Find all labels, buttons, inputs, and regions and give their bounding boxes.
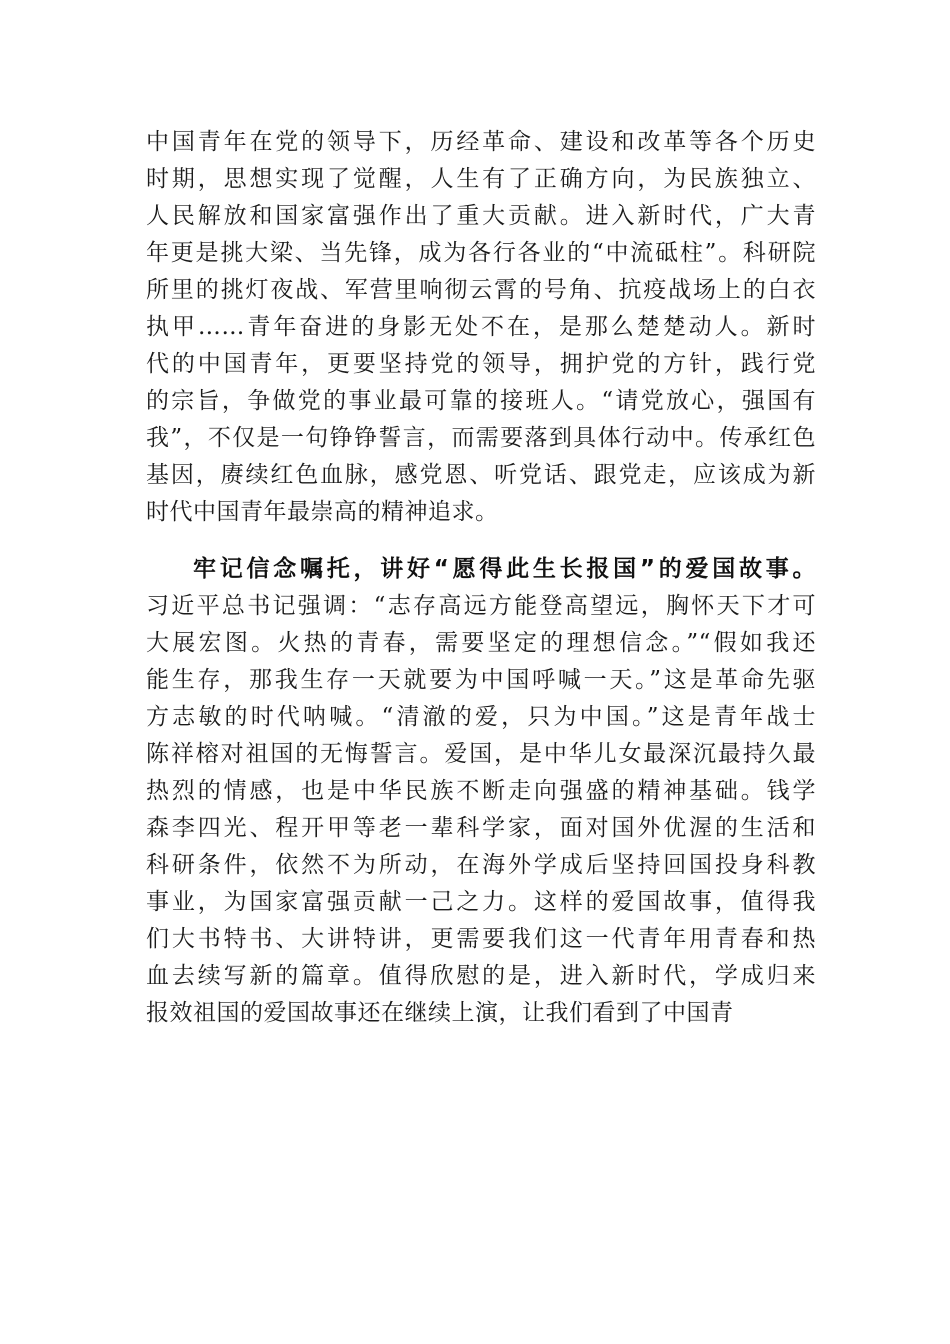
paragraph-2-line: 陈祥榕对祖国的无悔誓言。爱国，是中华儿女最深沉最持久最 xyxy=(146,741,816,767)
paragraph-2-line: 们大书特书、大讲特讲，更需要我们这一代青年用青春和热 xyxy=(146,926,816,952)
paragraph-1-line: 人民解放和国家富强作出了重大贡献。进入新时代，广大青 xyxy=(146,203,816,229)
paragraph-2-line: 能生存，那我生存一天就要为中国呼喊一天。”这是革命先驱 xyxy=(146,667,816,693)
paragraph-2-line: 大展宏图。火热的青春，需要坚定的理想信念。”“假如我还 xyxy=(146,630,816,656)
paragraph-2-line: 血去续写新的篇章。值得欣慰的是，进入新时代，学成归来 xyxy=(146,963,816,989)
paragraph-2-line: 森李四光、程开甲等老一辈科学家，面对国外优渥的生活和 xyxy=(146,815,816,841)
paragraph-2-line: 事业，为国家富强贡献一己之力。这样的爱国故事，值得我 xyxy=(146,889,816,915)
section-heading: 牢记信念嘱托，讲好“愿得此生长报国”的爱国故事。 xyxy=(193,556,816,582)
paragraph-2-line: 方志敏的时代呐喊。“清澈的爱，只为中国。”这是青年战士 xyxy=(146,704,816,730)
paragraph-2-line: 科研条件，依然不为所动，在海外学成后坚持回国投身科教 xyxy=(146,852,816,878)
paragraph-1-line: 基因，赓续红色血脉，感党恩、听党话、跟党走，应该成为新 xyxy=(146,462,816,488)
paragraph-1-line: 时代中国青年最崇高的精神追求。 xyxy=(146,499,499,525)
paragraph-1-line: 年更是挑大梁、当先锋，成为各行各业的“中流砥柱”。科研院 xyxy=(146,240,816,266)
paragraph-2-line: 习近平总书记强调：“志存高远方能登高望远，胸怀天下才可 xyxy=(146,593,816,619)
paragraph-2-line: 报效祖国的爱国故事还在继续上演，让我们看到了中国青 xyxy=(146,1000,734,1026)
paragraph-1-line: 中国青年在党的领导下，历经革命、建设和改革等各个历史 xyxy=(146,129,816,155)
paragraph-1-line: 所里的挑灯夜战、军营里响彻云霄的号角、抗疫战场上的白衣 xyxy=(146,277,816,303)
paragraph-1-line: 执甲……青年奋进的身影无处不在，是那么楚楚动人。新时 xyxy=(146,314,816,340)
paragraph-1-line: 的宗旨，争做党的事业最可靠的接班人。“请党放心，强国有 xyxy=(146,388,816,414)
paragraph-1-line: 我”，不仅是一句铮铮誓言，而需要落到具体行动中。传承红色 xyxy=(146,425,816,451)
paragraph-1-line: 时期，思想实现了觉醒，人生有了正确方向，为民族独立、 xyxy=(146,166,816,192)
paragraph-2-line: 热烈的情感，也是中华民族不断走向强盛的精神基础。钱学 xyxy=(146,778,816,804)
paragraph-1-line: 代的中国青年，更要坚持党的领导，拥护党的方针，践行党 xyxy=(146,351,816,377)
